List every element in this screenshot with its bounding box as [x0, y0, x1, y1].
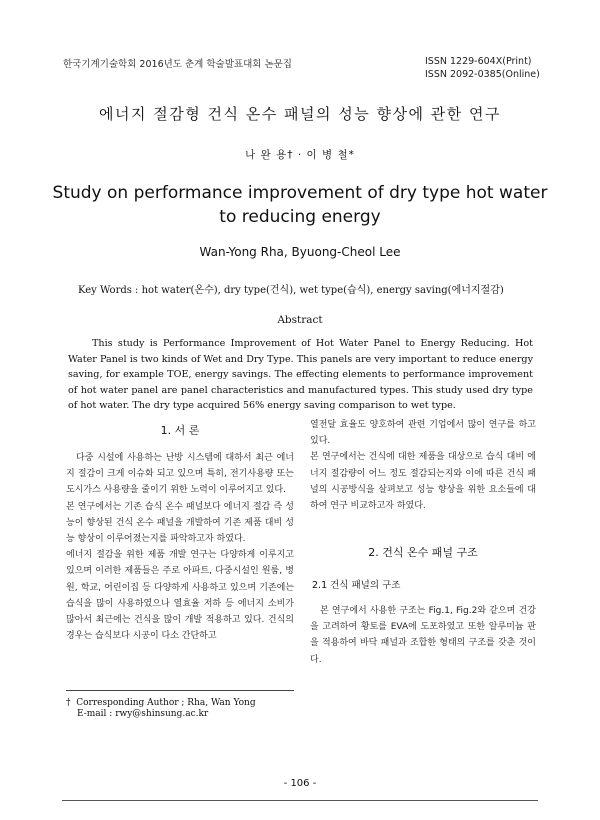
english-title [0, 181, 600, 229]
abstract-text: This study is Performance Improvement of Hot Water Panel to Energy Reducing. Hot Water Panel is two kinds of Wet and Dry Type. This panels are very important to reduce energy saving, for example TOE, energy savings. The effecting elements to performance improvement of hot water panel are panel characteristics and manufactured types. This study used dry type of hot water. The dry type acquired 56% energy saving comparison to wet type. [68, 338, 533, 411]
bottom-rule [62, 800, 538, 801]
structure-paragraph: 본 연구에서 사용한 구조는 Fig.1, Fig.2와 같으며 건강을 고려하여 황토를 EVA에 도포하였고 또한 알루미늄 판을 적용하여 바닥 패널과 조합한 형태의 구조를 갖춘 것이다. [310, 606, 536, 665]
intro-paragraph-2: 본 연구에서는 기존 습식 온수 패널보다 에너지 절감 즉 성능이 향상된 건식 온수 패널을 개발하여 기존 제품 대비 성능 향상이 이루어졌는지를 파악하고자 하였다. [66, 501, 294, 545]
issn-online: ISSN 2092-0385(Online) [425, 69, 540, 80]
keywords: Key Words : hot water(온수), dry type(건식), wet type(습식), energy saving(에너지절감) [78, 285, 504, 296]
section-heading-structure: 2. 건식 온수 패널 구조 [368, 546, 478, 559]
right-paragraph-2: 본 연구에서는 건식에 대한 제품을 대상으로 습식 대비 에너지 절감량이 어느 정도 절감되는지와 이에 따른 건식 패널의 시공방식을 살펴보고 성능 향상을 위한 요소들에 대하여 연구 비교하고자 하였다. [310, 452, 536, 512]
abstract-heading: Abstract [277, 314, 323, 326]
english-title-line-2: to reducing energy [219, 207, 381, 227]
page-number: - 106 - [283, 778, 317, 789]
english-authors: Wan-Yong Rha, Byuong-Cheol Lee [199, 245, 401, 259]
footnote [66, 698, 256, 720]
korean-title: 에너지 절감형 건식 온수 패널의 성능 향상에 관한 연구 [99, 105, 501, 123]
section-heading-introduction: 1. 서 론 [160, 424, 200, 437]
intro-paragraph-1: 다중 시설에 사용하는 난방 시스템에 대하서 최근 에너지 절감이 크게 이슈화 되고 있으며 특히, 전기사용량 또는 도시가스 사용량을 줄이기 위한 노력이 이루어지고 있다. [66, 453, 294, 496]
right-paragraph-1: 열전달 효율도 양호하여 관련 기업에서 많이 연구를 하고 있다. [310, 420, 536, 447]
subsection-heading: 2.1 건식 패널의 구조 [312, 580, 401, 591]
corresponding-author: Corresponding Author ; Rha, Wan Yong [76, 698, 256, 708]
journal-header: 한국기계기술학회 2016년도 춘계 학술발표대회 논문집 [63, 59, 292, 70]
structure-body [310, 603, 536, 668]
footnote-line-1 [66, 698, 256, 709]
issn-print: ISSN 1229-604X(Print) [425, 56, 532, 67]
author-email: E-mail : rwy@shinsung.ac.kr [77, 709, 209, 719]
introduction-body [66, 450, 294, 644]
english-title-line-1: Study on performance improvement of dry type hot water [52, 183, 548, 203]
dagger-marker: † [66, 698, 71, 708]
korean-authors: 나 완 용† · 이 병 철* [245, 149, 355, 161]
right-column-top [310, 417, 536, 514]
footnote-rule [66, 690, 294, 691]
intro-paragraph-3: 에너지 절감을 위한 제품 개발 연구는 다양하게 이루지고 있으며 이러한 제품들은 주로 아파트, 다중시설인 원룸, 병원, 학교, 어린이집 등 다양하게 사용하고 있으며 기존에는 습식을 많이 사용하였으나 열효율 저하 등 에너지 소비가 많아서 최근에는 건식을 많이 개발 적용하고 있다. 건식의 경우는 습식보다 시공이 다소 간단하고 [66, 550, 294, 642]
